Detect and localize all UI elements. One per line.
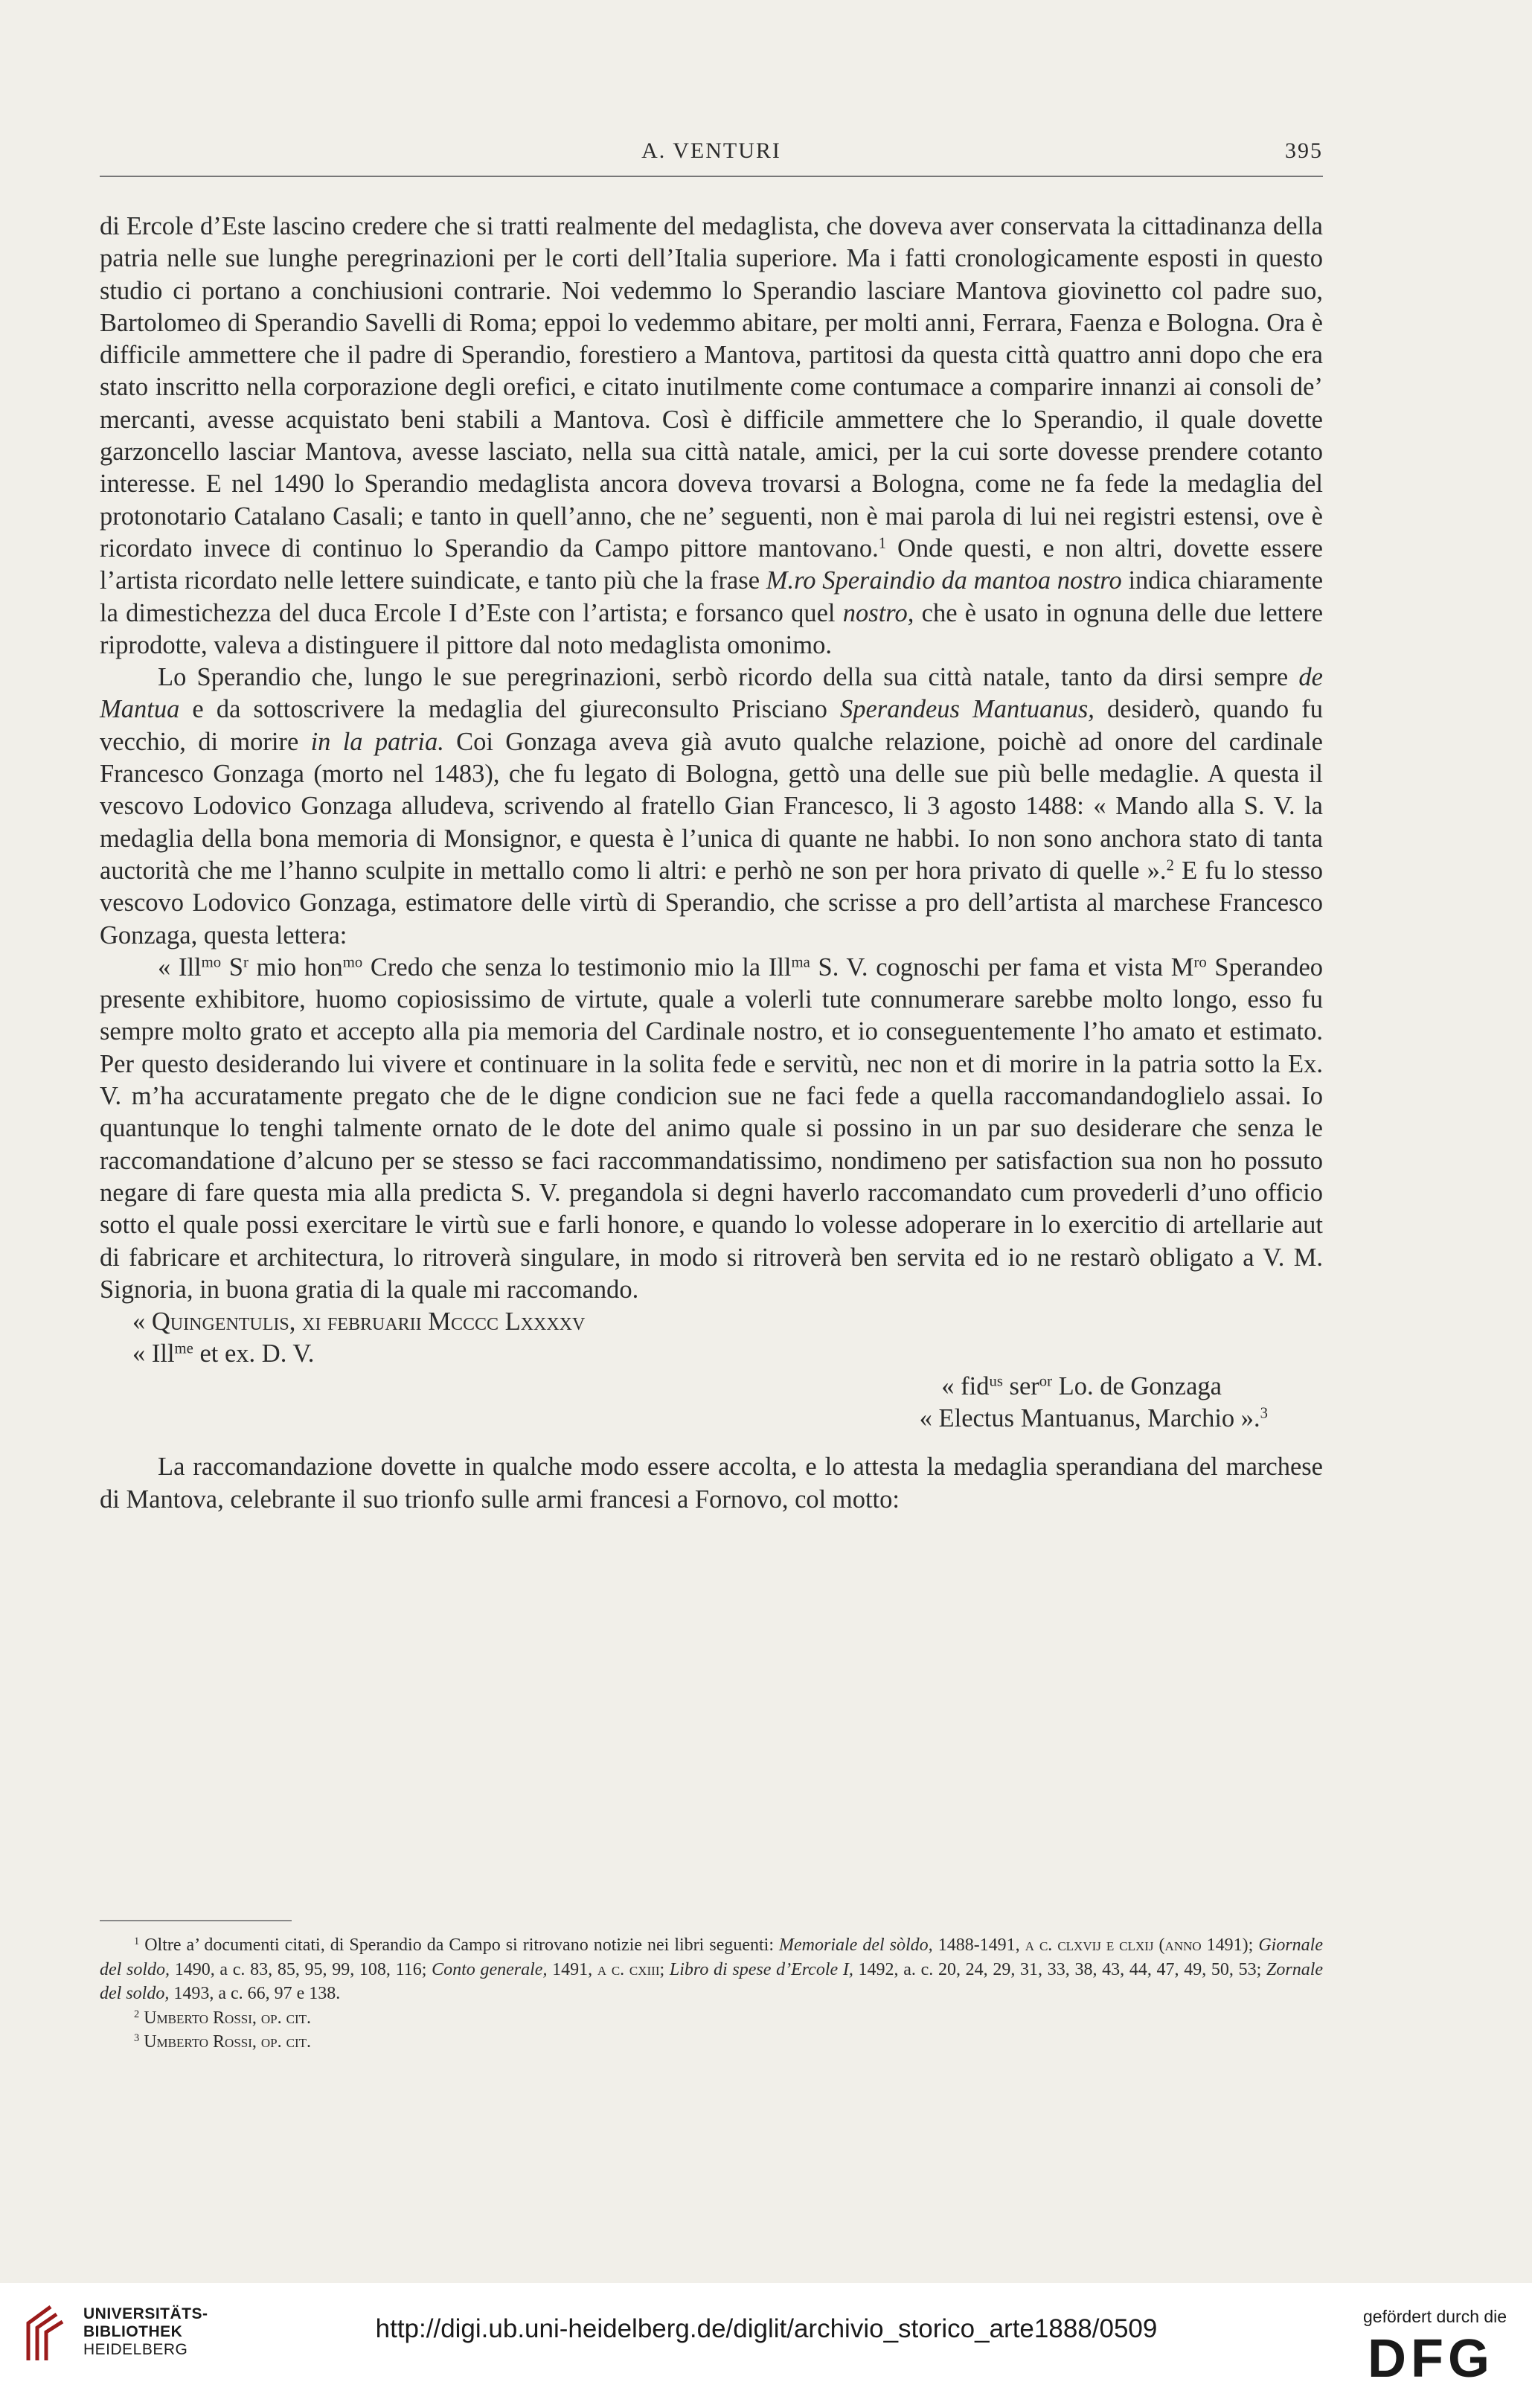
page-number: 395 — [1285, 138, 1323, 163]
running-head — [100, 138, 1323, 171]
digitization-footer — [0, 2283, 1532, 2408]
paragraph-3: La raccomandazione dovette in qualche modo essere accolta, e lo attesta la medaglia sperandiana del marchese di Mantova, celebrante il suo trionfo sulle armi francesi a Fornovo, col motto: — [100, 1453, 1323, 1514]
funding-label: gefördert durch die — [1363, 2307, 1507, 2326]
permalink-url[interactable]: http://digi.ub.uni-heidelberg.de/diglit/archivio_storico_arte1888/0509 — [375, 2314, 1158, 2343]
footnote-ref: 3 — [1260, 1405, 1268, 1422]
letter-date: « Quingentulis, xi februarii Mcccc Lxxxxv — [132, 1307, 586, 1336]
footnote-ref: 2 — [1166, 857, 1174, 874]
letter-signature-2: « Electus Mantuanus, Marchio ».$^3$ — [919, 1403, 1268, 1432]
body-text — [100, 211, 1323, 1516]
letter-body: « Ill$^{mo}$ $S^r$ mio hon$^{mo}$ Credo che senza lo testimonio mio la Ill$^{ma}$ S. V. cognoschi per fama et vista $M^{ro}$ Sperandeo presente exhibitore, huomo copiosissimo de virtute, quale a volerli tute connumerare sarebbe molto longo, esso fu sempre molto grato et accepto alla pia memoria del Cardinale nostro, et io conseguentemente l’ho amato et estimato. Per questo desiderando lui vivere et continuare in la solita fede e servitù, nec non et di morire in la patria sotto la Ex. V. m’ha accuratamente pregato che de le digne condicion sue ne faci fede a quella raccomandandoglielo assai. Io quantunque lo tenghi talmente ornato de le dote del animo quale si possino in un par suo desiderare che senza le raccomandatione d’alcuno per se stesso se faci raccommandatissimo, nondimeno per satisfaction sua non ho possuto negare di fare questa mia alla predicta S. V. pregandola si degni haverlo raccomandato cum provederli d’uno officio sotto el quale possi exercitare le virtù sue e farli honore, e quando lo volesse adoperare in lo exercitio di artellarie aut di fabricare et architectura, lo ritroverà singulare, in modo si ritroverà ben servita ed io ne restarò obligato a V. M. Signoria, in buona gratia di la quale mi raccomando. — [100, 952, 1324, 1304]
footnote-rule — [100, 1920, 292, 1921]
letter-salutation: « Ill$^{me}$ et ex. D. V. — [132, 1339, 315, 1368]
letter-signature-1: « fid$^{us}$ ser$^{or}$ Lo. de Gonzaga — [941, 1371, 1222, 1400]
footnotes — [100, 1933, 1323, 2055]
paragraph-1: di Ercole d’Este lascino credere che si tratti realmente del medaglista, che doveva aver conservata la cittadinanza della patria nelle sue lunghe peregrinazioni per le corti dell’Italia superiore. Ma i fatti cronologicamente esposti in questo studio ci portano a conchiusioni contrarie. Noi vedemmo lo Sperandio lasciare Mantova giovinetto col padre suo, Bartolomeo di Sperandio Savelli di Roma; eppoi lo vedemmo abitare, per molti anni, Ferrara, Faenza e Bologna. Ora è difficile ammettere che il padre di Sperandio, forestiero a Mantova, partitosi da questa città quattro anni dopo che era stato inscritto nella corporazione degli orefici, e citato inutilmente come contumace a comparire innanzi ai consoli de’ mercanti, avesse acquistato beni stabili a Mantova. Così è difficile ammettere che lo Sperandio, il quale dovette garzoncello lasciar Mantova, avesse lasciato, nella sua città natale, amici, per la cui sorte dovesse prendere cotanto interesse. E nel 1490 lo Sperandio medaglista ancora doveva trovarsi a Bologna, come ne fa fede la medaglia del protonotario Catalano Casali; e tanto in quell’anno, che ne’ seguenti, non è mai parola di lui nei registri estensi, ove è ricordato invece di continuo lo Sperandio da Campo pittore mantovano.$^1$ Onde questi, e non altri, dovette essere l’artista ricordato nelle lettere suindicate, e tanto più che la frase M.ro Speraindio da mantoa nostro indica chiaramente la dimestichezza del duca Ercole I d’Este con l’artista; e forsanco quel nostro, che è usato in ognuna delle due lettere riprodotte, valeva a distinguere il pittore dal noto medaglista omonimo. — [100, 212, 1324, 659]
paragraph-2: Lo Sperandio che, lungo le sue peregrinazioni, serbò ricordo della sua città natale, tanto da dirsi sempre de Mantua e da sottoscrivere la medaglia del giureconsulto Prisciano Sperandeus Mantuanus, desiderò, quando fu vecchio, di morire in la patria. Coi Gonzaga aveva già avuto qualche relazione, poichè ad onore del cardinale Francesco Gonzaga (morto nel 1483), che fu legato di Bologna, gettò una delle sue più belle medaglie. A questa il vescovo Lodovico Gonzaga alludeva, scrivendo al fratello Gian Francesco, li 3 agosto 1488: « Mando alla S. V. la medaglia della bona memoria di Monsignor, e questa è l’unica di quante ne habbi. Io non sono anchora stato di tanta auctorità che me l’hanno sculpite in mettallo como li altri: e perhò ne son per hora privato di quelle ».$^2$ E fu lo stesso vescovo Lodovico Gonzaga, estimatore delle virtù di Sperandio, che scrisse a pro dell’artista al marchese Francesco Gonzaga, questa lettera: — [100, 663, 1324, 950]
running-title: A. VENTURI — [641, 138, 781, 163]
footnote-1: $^1$ Oltre a’ documenti citati, di Sperandio da Campo si ritrovano notizie nei libri seguenti: Memoriale del sòldo, 1488-1491, a c. clxvij e clxij (anno 1491); Giornale del soldo, 1490, a c. 83, 85, 95, 99, 108, 116; Conto generale, 1491, a c. cxiii; Libro di spese d’Ercole I, 1492, a. c. 20, 24, 29, 31, 33, 38, 43, 44, 47, 49, 50, 53; Zornale del soldo, 1493, a c. 66, 97 e 138. — [100, 1935, 1324, 2003]
library-logo-icon — [13, 2301, 73, 2368]
footnote-2: $^2$ Umberto Rossi, op. cit. — [134, 2008, 312, 2028]
dfg-logo: DFG — [1368, 2329, 1494, 2389]
header-rule — [100, 176, 1323, 177]
footnote-ref: 1 — [878, 535, 887, 552]
library-name: UNIVERSITÄTS- BIBLIOTHEK HEIDELBERG — [83, 2305, 208, 2358]
footnote-3: $^3$ Umberto Rossi, op. cit. — [134, 2032, 312, 2052]
